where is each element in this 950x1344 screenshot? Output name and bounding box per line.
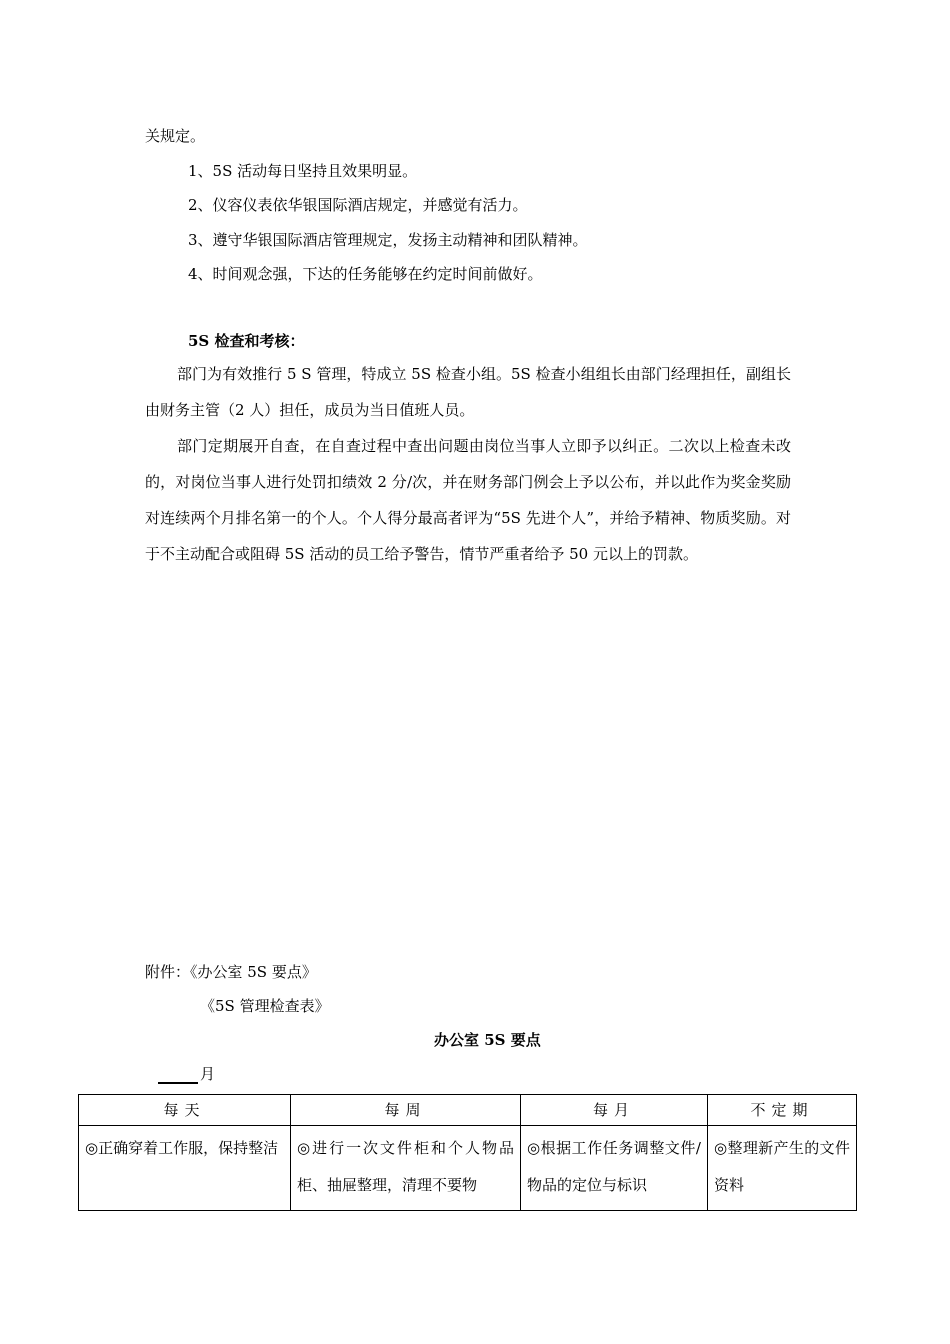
header-irregular: 不定期 [708, 1095, 857, 1126]
keypoints-table [78, 1094, 857, 1211]
month-field [158, 1064, 215, 1084]
header-monthly: 每月 [521, 1095, 708, 1126]
month-blank [158, 1066, 198, 1084]
requirement-4: 4、时间观念强，下达的任务能够在约定时间前做好。 [188, 265, 543, 283]
month-label: 月 [200, 1065, 216, 1083]
attachments-second: 《5S 管理检查表》 [200, 997, 330, 1015]
continuation-text: 关规定。 [145, 127, 206, 145]
requirement-1: 1、5S 活动每日坚持且效果明显。 [188, 162, 418, 180]
attachments-label: 附件：《办公室 5S 要点》 [145, 963, 317, 981]
header-daily: 每天 [79, 1095, 291, 1126]
inspection-paragraph-1: 部门为有效推行 5 S 管理，特成立 5S 检查小组。5S 检查小组组长由部门经理担任，副组长由财务主管（2 人）担任，成员为当日值班人员。 [145, 365, 791, 419]
table-header-row [79, 1095, 857, 1126]
requirement-2: 2、仪容仪表依华银国际酒店规定，并感觉有活力。 [188, 196, 528, 214]
cell-irregular: ◎整理新产生的文件资料 [708, 1126, 857, 1211]
table-row [79, 1126, 857, 1211]
cell-weekly: ◎进行一次文件柜和个人物品柜、抽屉整理，清理不要物 [291, 1126, 521, 1211]
requirement-3: 3、遵守华银国际酒店管理规定，发扬主动精神和团队精神。 [188, 231, 588, 249]
inspection-heading: 5S 检查和考核： [188, 332, 305, 350]
header-weekly: 每周 [291, 1095, 521, 1126]
inspection-paragraph-2: 部门定期展开自查，在自查过程中查出问题由岗位当事人立即予以纠正。二次以上检查未改的，对岗位当事人进行处罚扣绩效 2 分/次，并在财务部门例会上予以公布，并以此作为奖金奖励对连续两个月排名第一的个人。个人得分最高者评为“5S 先进个人”，并给予精神、物质奖励。对于不主动配合或阻碍 5S 活动的员工给予警告，情节严重者给予 50 元以上的罚款。 [145, 437, 791, 563]
cell-monthly: ◎根据工作任务调整文件/物品的定位与标识 [521, 1126, 708, 1211]
table-title: 办公室 5S 要点 [434, 1031, 541, 1049]
cell-daily: ◎正确穿着工作服，保持整洁 [79, 1126, 291, 1211]
